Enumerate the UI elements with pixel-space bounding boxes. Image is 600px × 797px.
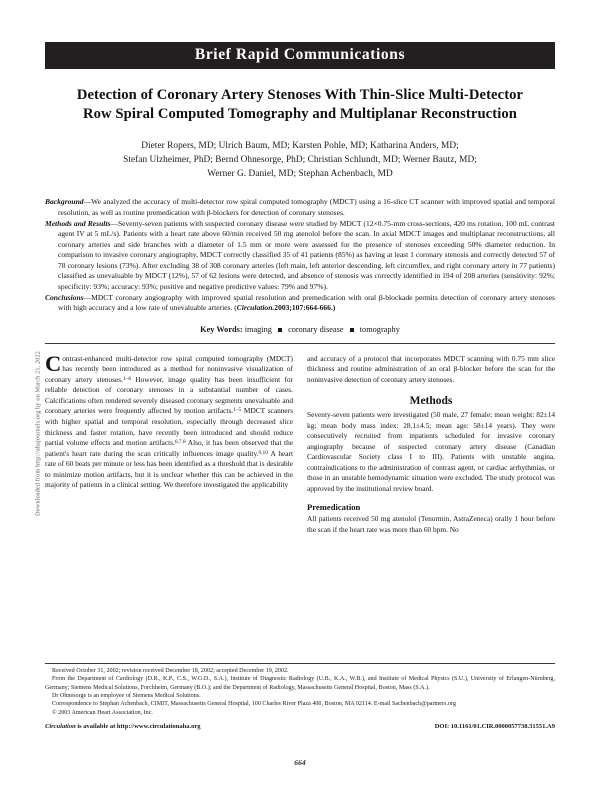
body-column-left (45, 350, 293, 491)
footnotes (45, 663, 555, 732)
subsection-heading-premedication: Premedication (307, 502, 361, 513)
intro-continued-paragraph: and accuracy of a protocol that incorporates MDCT scanning with 0.75 mm slice thickness and routine administration of an oral β-blocker before the scan for the noninvasive detection of coronary artery stenoses. (307, 353, 555, 384)
availability-statement (45, 723, 201, 732)
citation-journal: Circulation. (236, 303, 275, 313)
keywords (45, 325, 555, 334)
body-columns (45, 350, 555, 535)
reference-superscript: 1–6 (122, 375, 132, 382)
intro-text-3: MDCT scanners with higher spatial and temporal resolution, especially through decreased slice thickness and faster rotation, have recently been introduced and should reduce partial volume effects and motion artifacts. (45, 406, 293, 448)
footnote-received: Received October 31, 2002; revision received December 18, 2002; accepted December 19, 2002. (52, 668, 289, 674)
footnote-copyright: © 2003 American Heart Association, Inc. (52, 709, 153, 716)
author-list (65, 139, 535, 181)
footnote-divider (45, 663, 555, 664)
intro-paragraph (45, 350, 293, 491)
keyword-item-1: coronary disease (288, 324, 344, 334)
author-line-2: Stefan Ulzheimer, PhD; Bernd Ohnesorge, PhD; Christian Schlundt, MD; Werner Bautz, MD; (123, 154, 477, 165)
abstract-background-text: —We analyzed the accuracy of multi-detector row spiral computed tomography (MDCT) using a 16-slice CT scanner with improved spatial and temporal resolution, as well as routine premedication with β-blockers for detection of coronary stenoses. (58, 197, 555, 217)
author-line-3: Werner G. Daniel, MD; Stephan Achenbach, MD (207, 169, 393, 179)
footnote-correspondence: Correspondence to Stephan Achenbach, CIMIT, Massachusetts General Hospital, 100 Charles River Plaza 400, Boston, MA 02114. E-mail Sachenbach@partners.org (52, 701, 456, 708)
abstract-background (45, 197, 555, 218)
download-watermark: Downloaded from http://ahajournals.org by on March 21, 2022 (34, 351, 42, 516)
keywords-label: Key Words: (200, 324, 243, 334)
abstract-conclusions-text: —MDCT coronary angiography with improved spatial resolution and premedication with oral β-blockade permits detection of coronary artery stenoses with high accuracy and a low rate of unevaluable arteries. ( (58, 292, 555, 313)
section-heading-methods: Methods (409, 395, 453, 408)
doi: DOI: 10.1161/01.CIR.0000057738.31551.A9 (434, 723, 555, 731)
footnote-disclosure: Dr Ohnesorge is an employee of Siemens Medical Solutions. (52, 693, 201, 700)
page-content (45, 0, 555, 797)
abstract-methods-text: —Seventy-seven patients with suspected coronary disease were studied by MDCT (12×0.75-mm cross-sections, 420 ms rotation, 100 mL contrast agent IV at 5 mL/s). Patients with a heart rate above 60/min received 50 mg atenolol before the scan. In axial MDCT images and multiplanar reconstructions, all coronary arteries and side branches with a diameter of 1.5 mm or more were assessed for the presence of stenoses exceeding 50% diameter reduction. In comparison to invasive coronary angiography, MDCT correctly classified 35 of 41 patients (85%) as having at least 1 coronary stenosis and correctly detected 57 of 78 coronary lesions (73%). After excluding 38 of 308 coronary arteries (left main, left anterior descending, left circumflex, and right coronary artery in 77 patients) classified as unevaluable by MDCT (12%), 57 of 62 lesions were detected, and absence of stenosis was correctly identified in 194 of 208 arteries (sensitivity: 92%; specificity: 93%; accuracy: 93%; positive and negative predictive values: 79% and 97%). (58, 218, 555, 291)
abstract-methods (45, 219, 555, 293)
availability-url-text: is available at http://www.circulationaha.org (75, 723, 201, 731)
running-head-banner: Brief Rapid Communications (45, 42, 555, 69)
abstract-methods-label: Methods and Results (45, 218, 111, 228)
abstract-conclusions-label: Conclusions (45, 292, 84, 302)
keyword-item-0: imaging (244, 324, 272, 334)
citation-close: ) (332, 303, 336, 313)
premedication-paragraph: All patients received 50 mg atenolol (Tenormin, AstraZeneca) orally 1 hour before the scan if the heart rate was more than 60 bpm. No (307, 514, 555, 534)
intro-text-1: Contrast-enhanced multi-detector row spiral computed tomography (MDCT) has recently been introduced as a method for noninvasive visualization of coronary artery stenoses. (45, 350, 293, 384)
bullet-square-icon (350, 328, 354, 332)
bullet-square-icon (278, 328, 282, 332)
citation-reference: 2003;107:664-666. (274, 303, 333, 313)
methods-paragraph: Seventy-seven patients were investigated (50 male, 27 female; mean weight: 82±14 kg; mean body mass index: 28.1±4.5; mean age: 58±14 years). They were consecutively recruited from inpatients scheduled for invasive coronary angiography because of suspected coronary artery disease (Canadian Cardiovascular Society class I to III). Patients with unstable angina, contraindications to the administration of contrast agent, or cardiac arrhythmias, or those in an unstable hemodynamic situation were excluded. The study protocol was approved by the institutional review board. (307, 410, 555, 493)
keyword-item-2: tomography (359, 324, 400, 334)
reference-superscript: 6,7,8 (174, 438, 186, 445)
page-title: Detection of Coronary Artery Stenoses With Thin-Slice Multi-Detector Row Spiral Computed Tomography and Multiplanar Reconstruction (76, 86, 524, 122)
reference-superscript: 1–5 (233, 407, 242, 414)
intro-text-4: Also, it has been observed that the patient's heart rate during the scan critically influences image quality. (45, 438, 293, 458)
intro-text-2: However, image quality has been insufficient for reliable detection of coronary stenoses in a substantial number of cases. Calcifications often rendered severely diseased coronary segments unevaluable and coronary arteries were frequently affected by motion artifacts. (45, 374, 293, 416)
abstract (45, 197, 555, 314)
abstract-divider (45, 343, 555, 344)
abstract-background-label: Background (45, 197, 84, 207)
availability-journal-name: Circulation (45, 723, 76, 731)
footnote-affiliations: From the Department of Cardiology (D.R., K.P., C.S., W.G.D., S.A.), Institute of Diagnostic Radiology (U.B., K.A., W.B.), and Institute of Medical Physics (S.U.), University of Erlangen-Nürnberg, Germany; Siemens Medical Solutions, Forchheim, Germany (B.O.); and the Department of Radiology, Massachusetts General Hospital, Boston, Mass (S.A.). (45, 676, 555, 691)
body-column-right (307, 354, 555, 535)
availability-row (45, 723, 555, 732)
intro-text-5: A heart rate of 60 beats per minute or less has been identified as a threshold that is desirable to minimize motion artifacts, but it is unclear whether this can be achieved in the majority of patients in a clinical setting. We therefore investigated the applicability (45, 448, 293, 490)
page-number: 664 (294, 758, 306, 767)
reference-superscript: 9,10 (258, 449, 268, 456)
abstract-conclusions (45, 293, 555, 314)
author-line-1: Dieter Ropers, MD; Ulrich Baum, MD; Karsten Pohle, MD; Katharina Anders, MD; (141, 140, 459, 151)
